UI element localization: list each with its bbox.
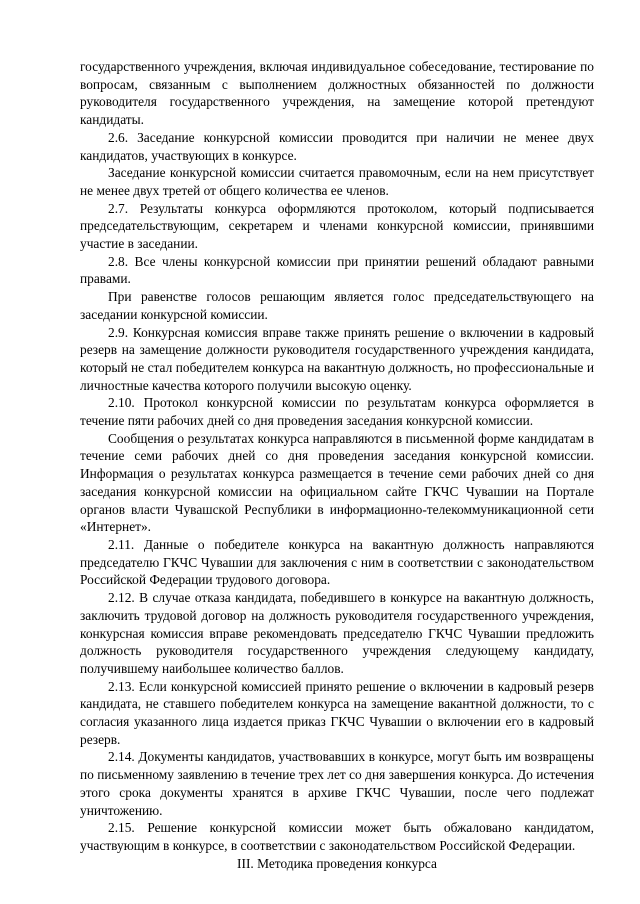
paragraph-tie-vote: При равенстве голосов решающим является голос председательствующего на заседании конкурсной комиссии. [80, 289, 594, 322]
paragraph-2-14: 2.14. Документы кандидатов, участвовавших в конкурсе, могут быть им возвращены по письменному заявлению в течение трех лет со дня завершения конкурса. До истечения этого срока документы хранятся в архиве ГКЧС Чувашии, после чего подлежат уничтожению. [80, 749, 594, 818]
paragraph-quorum: Заседание конкурсной комиссии считается правомочным, если на нем присутствует не менее двух третей от общего количества ее членов. [80, 165, 594, 198]
paragraph-2-8: 2.8. Все члены конкурсной комиссии при принятии решений обладают равными правами. [80, 253, 594, 287]
paragraph-2-7: 2.7. Результаты конкурса оформляются протоколом, который подписывается председательствующим, секретарем и членами конкурсной комиссии, принявшими участие в заседании. [80, 200, 594, 252]
paragraph-2-6: 2.6. Заседание конкурсной комиссии проводится при наличии не менее двух кандидатов, участвующих в конкурсе. [80, 129, 594, 163]
paragraph-2-9: 2.9. Конкурсная комиссия вправе также принять решение о включении в кадровый резерв на замещение должности руководителя государственного учреждения кандидата, который не стал победителем конкурса на вакантную должность, но профессиональные и личностные качества которого получили высокую оценку. [80, 324, 594, 393]
paragraph-2-15: 2.15. Решение конкурсной комиссии может быть обжаловано кандидатом, участвующим в конкурсе, в соответствии с законодательством Российской Федерации. [80, 820, 594, 853]
paragraph-2-13: 2.13. Если конкурсной комиссией принято решение о включении в кадровый резерв кандидата, не ставшего победителем конкурса на замещение вакантной должности, то с согласия указанного лица издается приказ ГКЧС Чувашии о включении его в кадровый резерв. [80, 678, 594, 747]
paragraph-intro-continuation: государственного учреждения, включая индивидуальное собеседование, тестирование по вопросам, связанным с выполнением должностных обязанностей по должности руководителя государственного учреждения, на замещение которой претендуют кандидаты. [80, 59, 594, 128]
section-heading: III. Методика проведения конкурса [237, 855, 437, 871]
paragraph-2-10: 2.10. Протокол конкурсной комиссии по результатам конкурса оформляется в течение пяти рабочих дней со дня проведения заседания конкурсной комиссии. [80, 395, 594, 429]
paragraph-results-notification: Сообщения о результатах конкурса направляются в письменной форме кандидатам в течение семи рабочих дней со дня проведения заседания конкурсной комиссии. Информация о результатах конкурса размещается в течение семи рабочих дней со дня заседания конкурсной комиссии на официальном сайте ГКЧС Чувашии на Портале органов власти Чувашской Республики в информационно-телекоммуникационной сети «Интернет». [80, 430, 594, 535]
paragraph-2-11: 2.11. Данные о победителе конкурса на вакантную должность направляются председателю ГКЧС Чувашии для заключения с ним в соответствии с законодательством Российской Федерации трудового договора. [80, 536, 594, 588]
document-body [80, 58, 594, 872]
paragraph-2-12: 2.12. В случае отказа кандидата, победившего в конкурсе на вакантную должность, заключить трудовой договор на должность руководителя государственного учреждения, конкурсная комиссия вправе рекомендовать председателю ГКЧС Чувашии предложить должность руководителя государственного учреждения следующему кандидату, получившему наибольшее количество баллов. [80, 590, 594, 676]
